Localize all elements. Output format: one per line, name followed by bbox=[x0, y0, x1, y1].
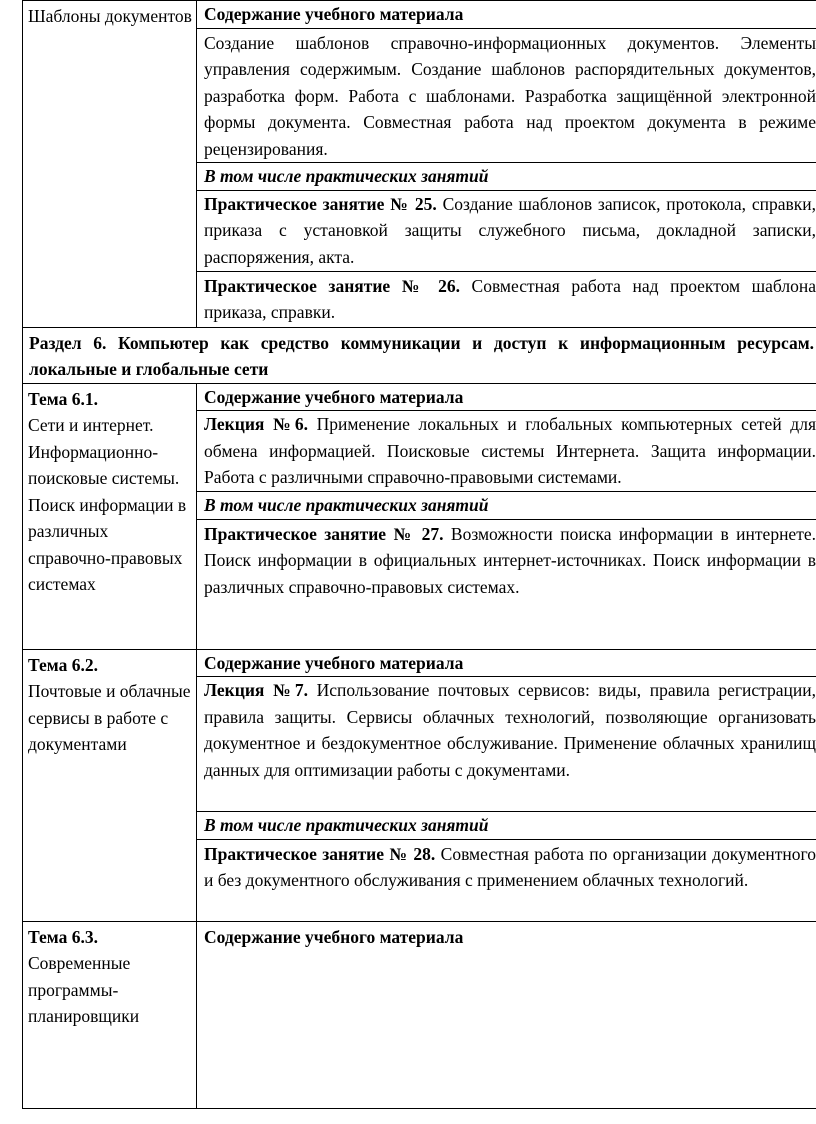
practice-27-label: Практическое занятие № 27. bbox=[204, 523, 444, 544]
practice-28-label: Практическое занятие № 28. bbox=[204, 843, 436, 864]
practice-heading: В том числе практических занятий bbox=[204, 815, 489, 835]
table-row bbox=[23, 383, 816, 411]
practice-heading-cell bbox=[197, 163, 816, 191]
practice-27-text: Возможности поиска информации в интернете. Поиск информации в официальных интернет-источниках. Поиск информации в различных справочно-правовых системах. bbox=[204, 523, 816, 597]
topic-6-1-title: Сети и интернет. Информационно-поисковые системы. Поиск информации в различных справочно-правовых системах bbox=[28, 415, 187, 594]
practice-heading: В том числе практических занятий bbox=[204, 166, 489, 186]
topic-6-2-label: Тема 6.2. bbox=[28, 654, 98, 675]
practice-26-label: Практическое занятие № 26. bbox=[204, 275, 460, 296]
practice-25-cell bbox=[197, 190, 816, 271]
topic-title: Шаблоны документов bbox=[28, 6, 192, 26]
curriculum-table bbox=[22, 0, 816, 1109]
topic-cell-templates bbox=[23, 1, 197, 328]
table-row bbox=[23, 1, 816, 29]
lecture-6-label: Лекция №6. bbox=[204, 414, 309, 434]
content-heading: Содержание учебного материала bbox=[204, 652, 464, 673]
practice-28-text: Совместная работа по организации документного и без документного обслуживания с применением облачных технологий. bbox=[204, 843, 816, 890]
content-heading-cell bbox=[197, 649, 816, 677]
practice-28-cell bbox=[197, 839, 816, 921]
content-heading-cell bbox=[197, 1, 816, 29]
content-heading: Содержание учебного материала bbox=[204, 926, 464, 947]
topic-6-3-cell bbox=[23, 921, 197, 1108]
practice-26-text: Совместная работа над проектом шаблона приказа, справки. bbox=[204, 275, 816, 322]
practice-27-cell bbox=[197, 519, 816, 649]
table-row bbox=[23, 649, 816, 677]
lecture-6-cell bbox=[197, 411, 816, 492]
practice-heading-cell bbox=[197, 812, 816, 840]
topic-6-1-label: Тема 6.1. bbox=[28, 388, 98, 409]
practice-heading-cell bbox=[197, 492, 816, 520]
lecture-7-label: Лекция №7. bbox=[204, 680, 308, 700]
section-6-cell bbox=[23, 327, 816, 383]
lecture-7-text: Использование почтовых сервисов: виды, правила регистрации, правила защиты. Сервисы облачных технологий, позволяющие организовать документное и бездокументное обслуживание. Применение облачных хранилищ данных для оптимизации работы с документами. bbox=[204, 680, 816, 780]
topic-6-3-title: Современные программы-планировщики bbox=[28, 953, 140, 1026]
practice-25-text: Создание шаблонов записок, протокола, справки, приказа с установкой защиты служебного письма, докладной записки, распоряжения, акта. bbox=[204, 193, 816, 267]
practice-25-label: Практическое занятие № 25. bbox=[204, 193, 437, 214]
topic-6-2-title: Почтовые и облачные сервисы в работе с документами bbox=[28, 681, 191, 754]
lecture-7-cell bbox=[197, 677, 816, 812]
topic-6-2-cell bbox=[23, 649, 197, 921]
content-heading-cell bbox=[197, 383, 816, 411]
content-heading-cell bbox=[197, 921, 816, 1108]
topic-6-3-label: Тема 6.3. bbox=[28, 926, 98, 947]
content-heading: Содержание учебного материала bbox=[204, 386, 464, 407]
lecture-6-text: Применение локальных и глобальных компьютерных сетей для обмена информацией. Поисковые системы Интернета. Защита информации. Работа с различными справочно-правовыми системами. bbox=[204, 414, 816, 487]
content-heading: Содержание учебного материала bbox=[204, 4, 464, 24]
content-text: Создание шаблонов справочно-информационных документов. Элементы управления содержимым. Создание шаблонов распорядительных документов, разработка форм. Работа с шаблонами. Разработка защищённой электронной формы документа. Совместная работа над проектом документа в режиме рецензирования. bbox=[204, 32, 816, 159]
table-row bbox=[23, 327, 816, 383]
section-6-title: Раздел 6. Компьютер как средство коммуникации и доступ к информационным ресурсам. локальные и глобальные сети bbox=[29, 332, 814, 379]
practice-26-cell bbox=[197, 271, 816, 327]
topic-6-1-cell bbox=[23, 383, 197, 649]
practice-heading: В том числе практических занятий bbox=[204, 495, 489, 515]
table-row bbox=[23, 921, 816, 1108]
content-text-cell bbox=[197, 28, 816, 163]
